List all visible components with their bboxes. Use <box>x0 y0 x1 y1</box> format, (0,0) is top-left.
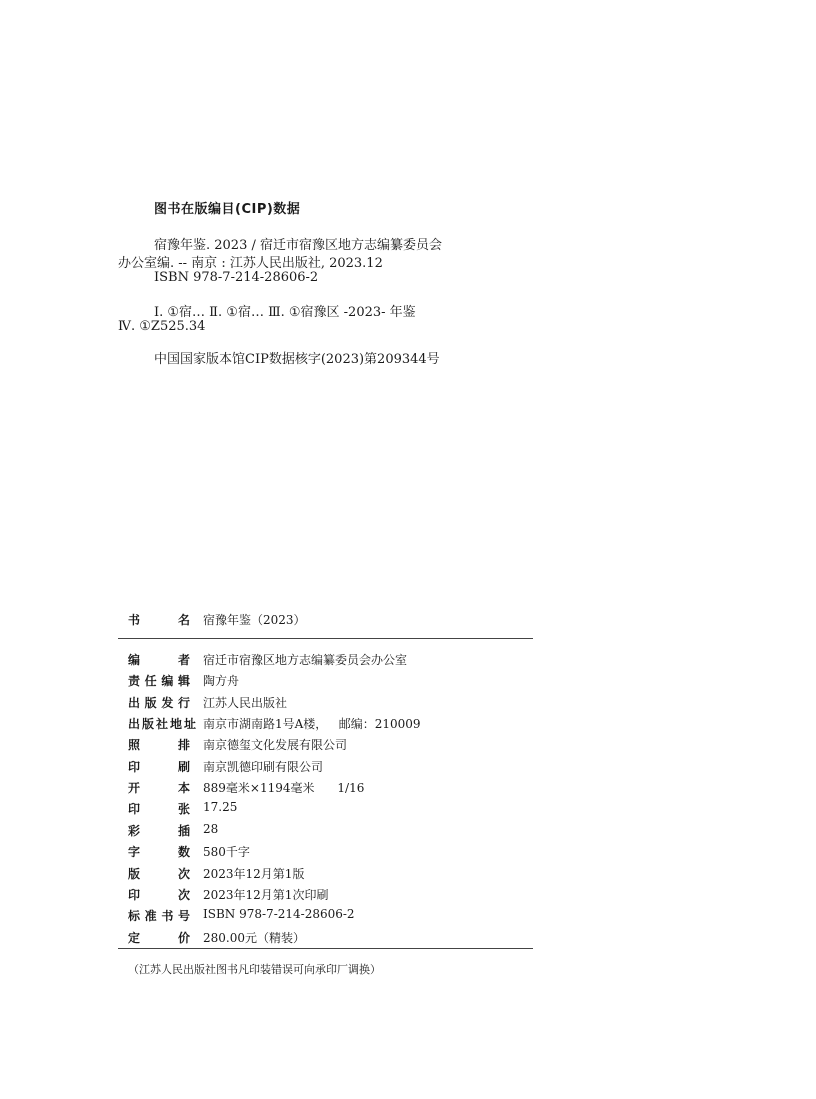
info-label-char: 辑 <box>177 674 190 689</box>
info-label <box>128 929 190 946</box>
info-label-char: 号 <box>177 909 190 924</box>
info-row <box>128 758 533 778</box>
cip-title: 图书在版编目(CIP)数据 <box>154 202 301 217</box>
info-row <box>128 694 533 714</box>
info-label-char: 张 <box>177 802 190 817</box>
info-row <box>128 929 533 949</box>
info-label <box>128 651 190 668</box>
info-value: 2023年12月第1版 <box>203 866 305 881</box>
info-label-char: 书 <box>128 613 141 627</box>
info-label <box>128 779 190 796</box>
info-label-char: 编 <box>128 653 141 667</box>
info-row <box>128 672 533 692</box>
info-value: ISBN 978-7-214-28606-2 <box>203 907 355 922</box>
info-label-char: 任 <box>144 674 157 689</box>
info-label-char: 书 <box>161 909 174 924</box>
info-value: 28 <box>203 821 219 836</box>
info-label <box>128 758 190 775</box>
info-row <box>128 779 533 799</box>
info-label <box>128 822 190 839</box>
info-value: 南京凯德印刷有限公司 <box>203 759 324 774</box>
info-label-char: 价 <box>177 930 190 945</box>
info-label-char: 社 <box>155 717 168 732</box>
footer-note: （江苏人民出版社图书凡印装错误可向承印厂调换） <box>128 963 381 976</box>
info-label <box>128 843 190 860</box>
info-value: 南京德玺文化发展有限公司 <box>203 738 348 753</box>
info-row <box>128 843 533 863</box>
info-label-char: 印 <box>128 802 141 817</box>
info-label-char: 址 <box>183 717 196 732</box>
cip-line-publisher: 办公室编. -- 南京 : 江苏人民出版社, 2023.12 <box>118 256 383 271</box>
info-label <box>128 865 190 882</box>
book-title-row <box>128 611 533 631</box>
cip-line-title: 宿豫年鉴. 2023 / 宿迁市宿豫区地方志编纂委员会 <box>154 238 442 253</box>
info-label-char: 发 <box>161 695 174 710</box>
info-label-char: 名 <box>177 613 190 627</box>
info-value: 280.00元（精装） <box>203 930 305 945</box>
info-label-char: 排 <box>177 738 190 753</box>
info-label <box>128 886 190 903</box>
info-value: 580千字 <box>203 845 250 860</box>
info-row <box>128 715 533 735</box>
info-label-char: 准 <box>144 909 157 924</box>
info-label-char: 次 <box>177 887 190 902</box>
info-label-char: 数 <box>177 845 190 860</box>
info-label-char: 本 <box>177 781 190 796</box>
info-label-char: 行 <box>177 695 190 710</box>
info-value: 南京市湖南路1号A楼， 邮编：210009 <box>203 717 421 732</box>
cip-line-classification: Ⅰ. ①宿… Ⅱ. ①宿… Ⅲ. ①宿豫区 -2023- 年鉴 <box>154 305 416 320</box>
info-label <box>128 611 190 628</box>
info-value: 江苏人民出版社 <box>203 695 288 710</box>
info-label <box>128 907 190 924</box>
info-label-char: 地 <box>169 717 182 732</box>
info-label-char: 印 <box>128 759 141 774</box>
info-label-char: 印 <box>128 887 141 902</box>
info-value: 2023年12月第1次印刷 <box>203 887 329 902</box>
info-label-char: 字 <box>128 845 141 860</box>
info-label-char: 定 <box>128 930 141 945</box>
info-label <box>128 736 190 753</box>
info-label-char: 彩 <box>128 823 141 838</box>
cip-line-verification: 中国国家版本馆CIP数据核字(2023)第209344号 <box>154 352 440 367</box>
info-value: 陶方舟 <box>203 674 240 689</box>
info-label-char: 版 <box>144 695 157 710</box>
info-row <box>128 736 533 756</box>
info-row <box>128 822 533 842</box>
info-row <box>128 800 533 820</box>
info-label-char: 者 <box>177 653 190 667</box>
info-label-char: 编 <box>161 674 174 689</box>
info-label-char: 次 <box>177 866 190 881</box>
info-value: 宿迁市宿豫区地方志编纂委员会办公室 <box>203 653 408 667</box>
info-row <box>128 865 533 885</box>
info-row <box>128 907 533 927</box>
info-label <box>128 800 190 817</box>
info-label-char: 出 <box>128 717 141 732</box>
info-label-char: 责 <box>128 674 141 689</box>
info-label-char: 照 <box>128 738 141 753</box>
cip-line-isbn: ISBN 978-7-214-28606-2 <box>154 270 319 285</box>
cip-line-class-number: Ⅳ. ①Z525.34 <box>118 319 206 334</box>
info-label <box>128 694 190 711</box>
info-label-char: 版 <box>128 866 141 881</box>
info-label-char: 插 <box>177 823 190 838</box>
info-value: 889毫米×1194毫米 1/16 <box>203 781 365 796</box>
info-label <box>128 715 196 732</box>
info-label <box>128 672 190 689</box>
info-row <box>128 651 533 671</box>
info-row <box>128 886 533 906</box>
info-value: 17.25 <box>203 800 238 815</box>
info-label-char: 标 <box>128 909 141 924</box>
info-label-char: 版 <box>141 717 154 732</box>
info-value: 宿豫年鉴（2023） <box>203 613 306 627</box>
info-label-char: 开 <box>128 781 141 796</box>
info-label-char: 出 <box>128 695 141 710</box>
divider-top <box>118 638 533 639</box>
divider-bottom <box>118 948 533 949</box>
info-label-char: 刷 <box>177 759 190 774</box>
